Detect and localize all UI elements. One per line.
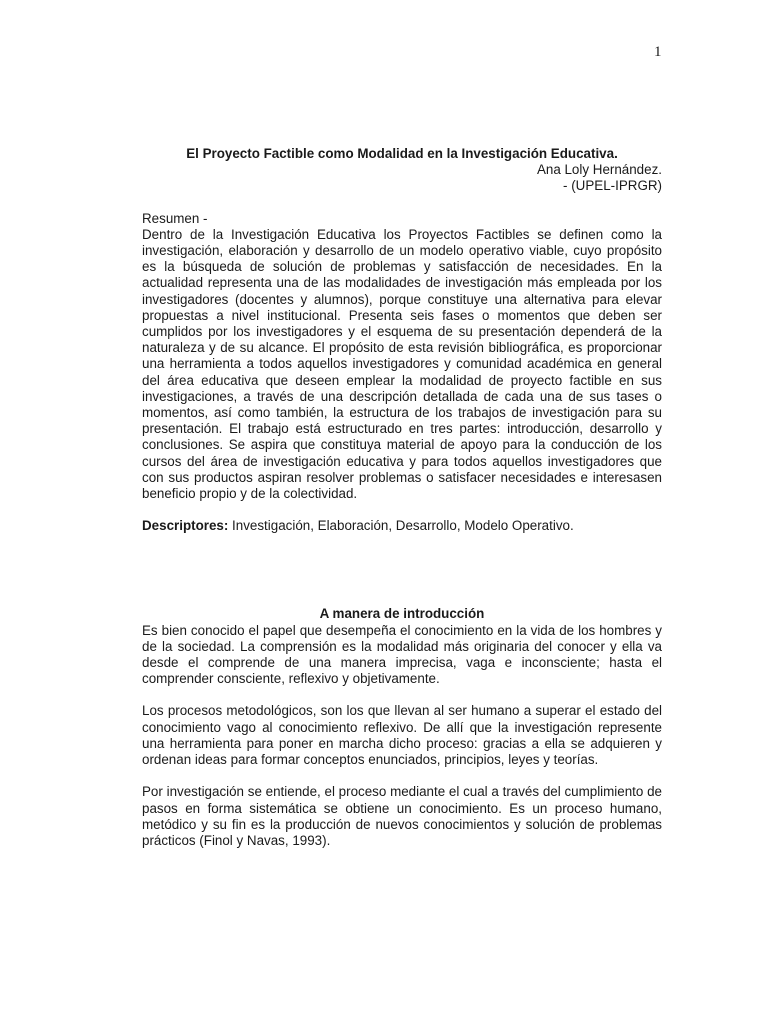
spacer — [142, 768, 662, 784]
intro-paragraph-3: Por investigación se entiende, el proceso mediante el cual a través del cumplimiento de pasos en forma sistemática se obtiene un conocimiento. Es un proceso humano, metódico y su fin es la producción de nuevos conocimientos y solución de problemas prácticos (Finol y Navas, 1993). — [142, 784, 662, 848]
author-affiliation: - (UPEL-IPRGR) — [563, 178, 662, 194]
spacer — [142, 534, 662, 606]
descriptors-text: Investigación, Elaboración, Desarrollo, Modelo Operativo. — [228, 518, 574, 534]
spacer — [142, 687, 662, 703]
intro-paragraph-2: Los procesos metodológicos, son los que llevan al ser humano a superar el estado del conocimiento vago al conocimiento reflexivo. De allí que la investigación represente una herramienta para poner en marcha dicho proceso: gracias a ella se adquieren y ordenan ideas para formar conceptos enunciados, principios, leyes y teorías. — [142, 703, 662, 768]
section-heading: A manera de introducción — [319, 606, 485, 622]
descriptors-label: Descriptores: — [142, 518, 229, 534]
document-title: El Proyecto Factible como Modalidad en la Investigación Educativa. — [186, 146, 618, 161]
abstract-text: Dentro de la Investigación Educativa los Proyectos Factibles se definen como la investigación, elaboración y desarrollo de un modelo operativo viable, cuyo propósito es la búsqueda de solución de problemas y satisfacción de necesidades. En la actualidad representa una de las modalidades de investigación más empleada por los investigadores (docentes y alumnos), porque constituye una alternativa para elevar propuestas a nivel institucional. Presenta seis fases o momentos que deben ser cumplidos por los investigadores y el esquema de su presentación dependerá de la naturaleza y de su alcance. El propósito de esta revisión bibliográfica, es proporcionar una herramienta a todos aquellos investigadores y comunidad académica en general del área educativa que deseen emplear la modalidad de proyecto factible en sus investigaciones, a través de una descripción detallada de cada una de sus tases o momentos, así como también, la estructura de los trabajos de investigación para su presentación. El trabajo está estructurado en tres partes: introducción, desarrollo y conclusiones. Se aspira que constituya material de apoyo para la conducción de los cursos del área de investigación educativa y para todos aquellos investigadores que con sus productos aspiran resolver problemas o satisfacer necesidades e interesasen beneficio propio y de la colectividad. — [142, 226, 662, 502]
spacer — [142, 502, 662, 518]
document-body — [142, 146, 662, 849]
abstract-label: Resumen - — [142, 210, 208, 226]
intro-paragraph-1: Es bien conocido el papel que desempeña el conocimiento en la vida de los hombres y de la sociedad. La comprensión es la modalidad más originaria del conocer y ella va desde el comprende de una manera imprecisa, vaga e inconsciente; hasta el comprender consciente, reflexivo y objetivamente. — [142, 622, 662, 687]
descriptors — [142, 518, 662, 534]
page-number: 1 — [654, 44, 662, 60]
author-name: Ana Loly Hernández. — [536, 162, 662, 178]
